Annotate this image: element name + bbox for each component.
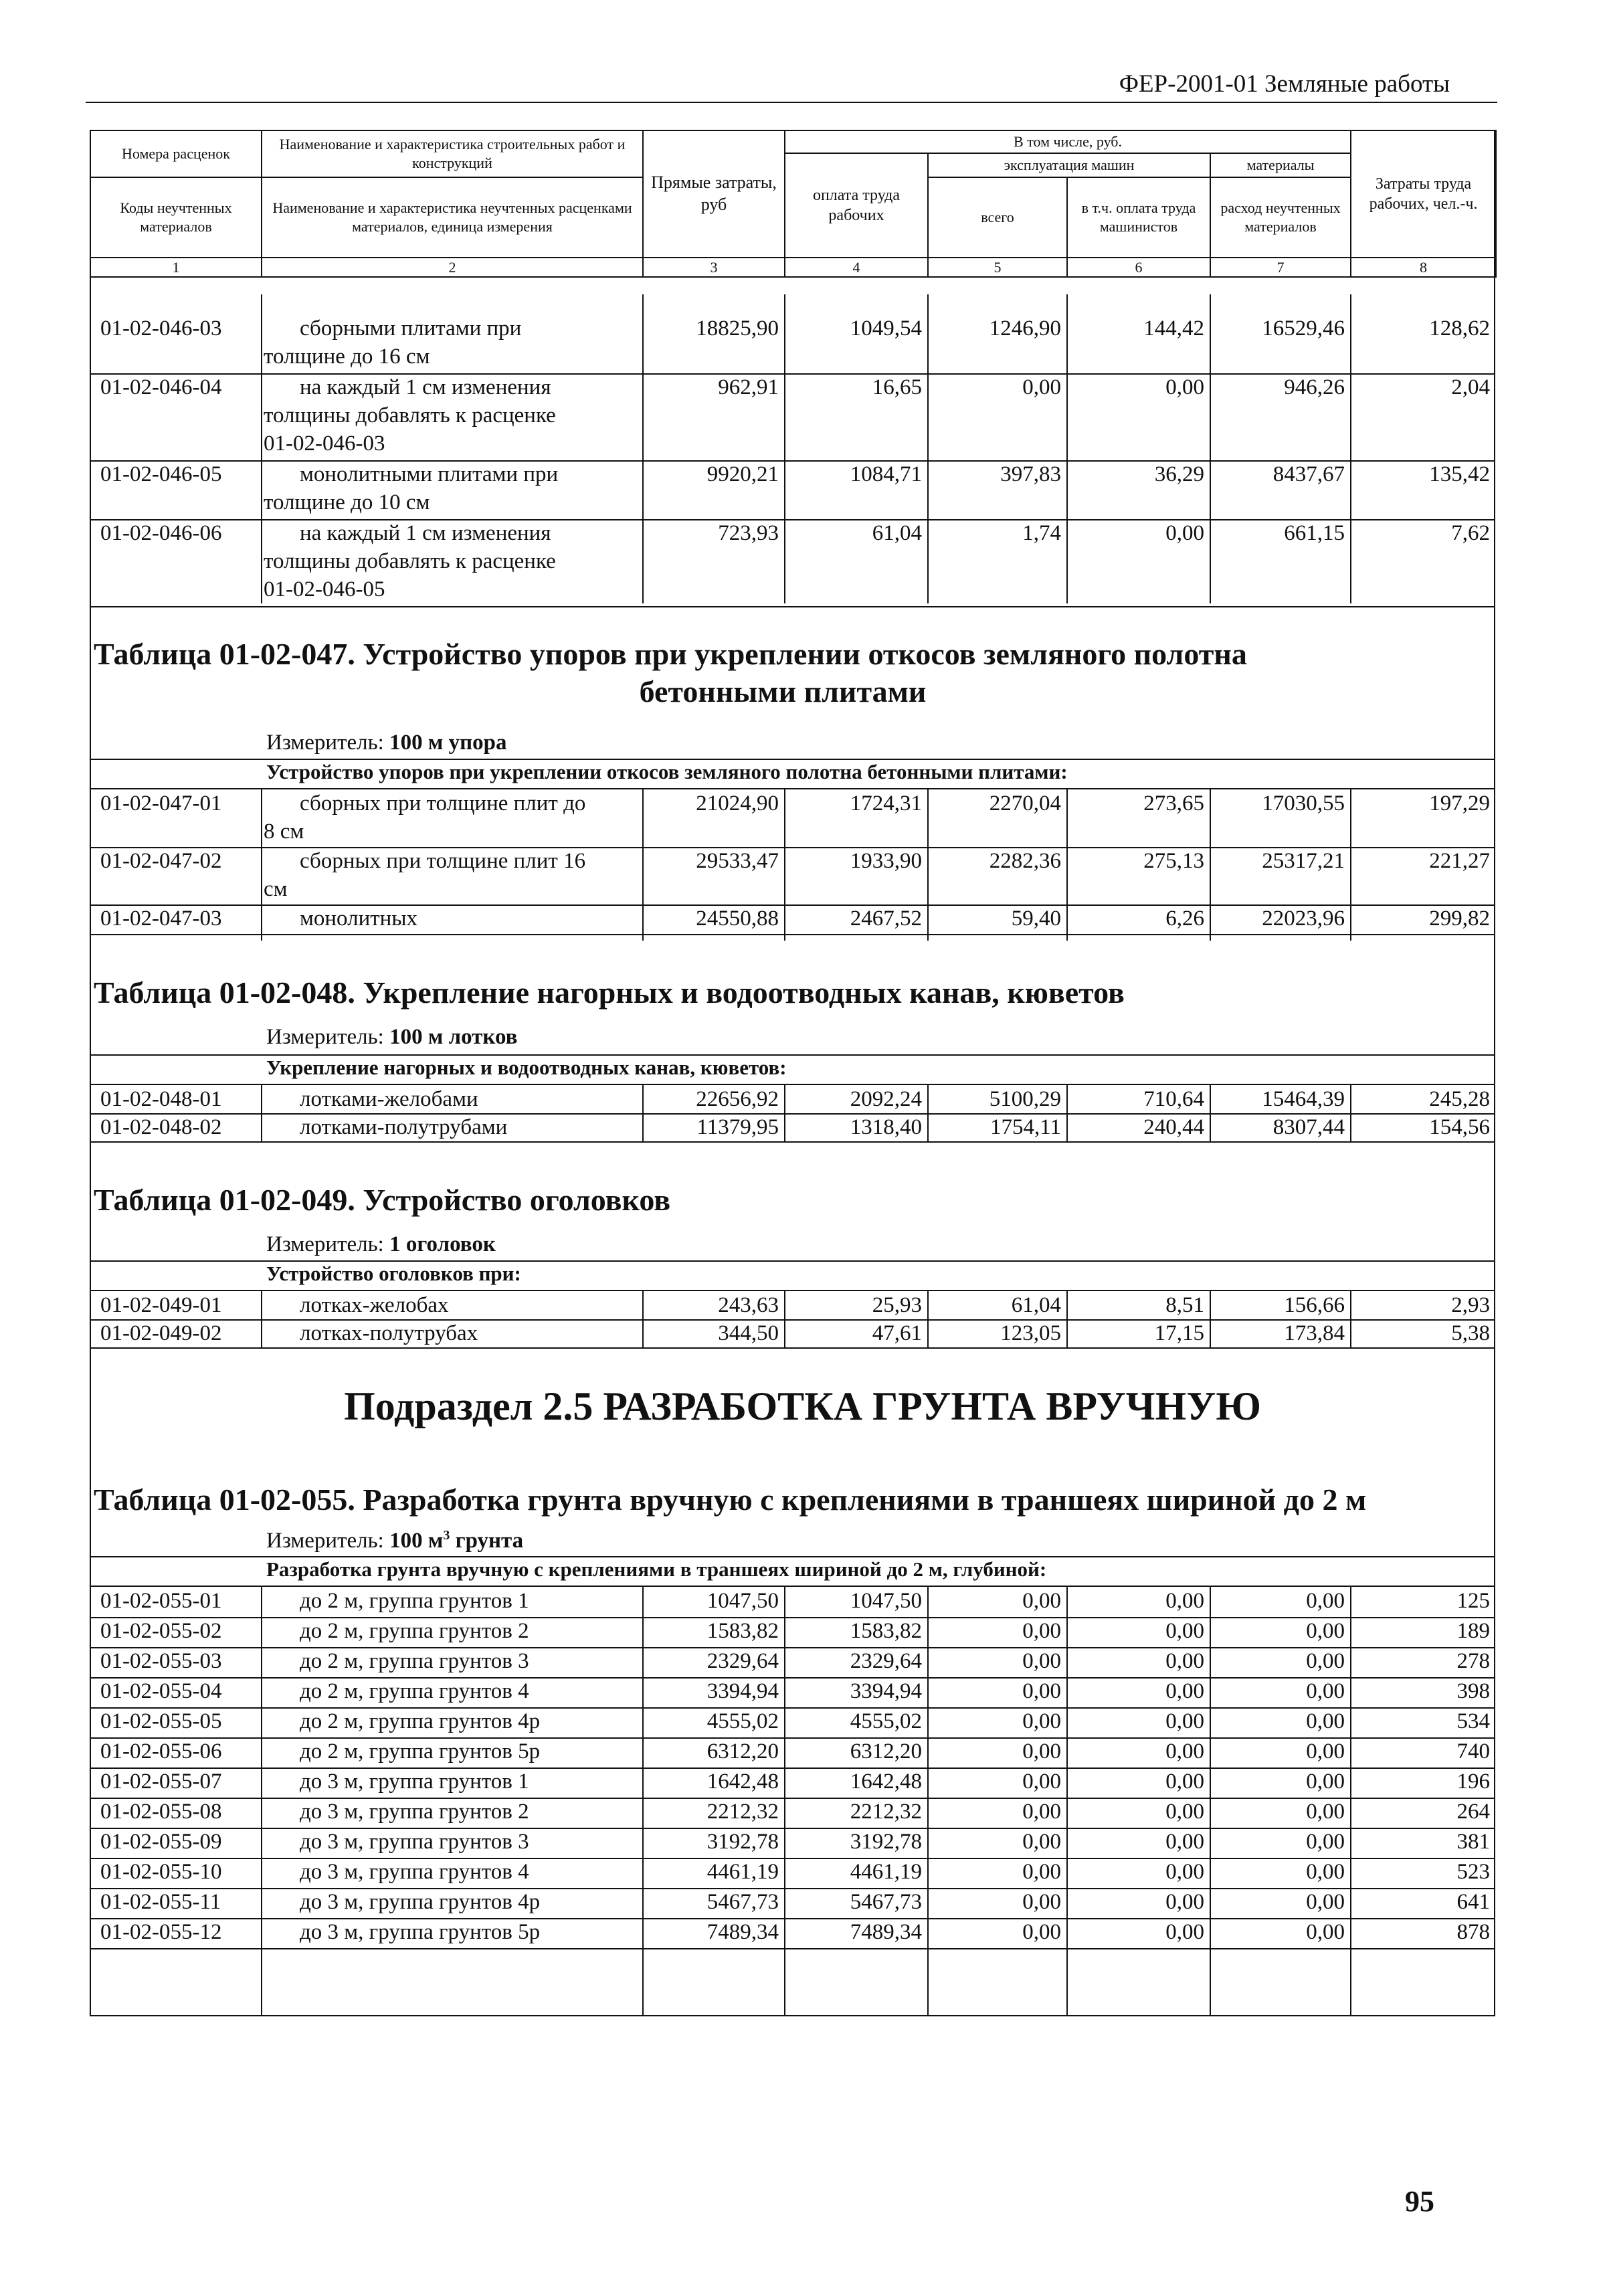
cost-value: 144,42 bbox=[1143, 316, 1204, 341]
cost-value: 4461,19 bbox=[850, 1860, 922, 1884]
column-divider bbox=[927, 788, 929, 941]
column-divider bbox=[1066, 1290, 1068, 1349]
rate-code: 01-02-048-02 bbox=[100, 1115, 222, 1139]
cost-value: 0,00 bbox=[1022, 1679, 1061, 1703]
cost-value: 723,93 bbox=[718, 521, 779, 545]
column-divider bbox=[642, 788, 644, 941]
cost-value: 278 bbox=[1456, 1649, 1490, 1673]
rate-code: 01-02-055-08 bbox=[100, 1800, 222, 1824]
column-divider bbox=[1210, 1290, 1211, 1349]
cost-value: 17,15 bbox=[1154, 1321, 1204, 1345]
cost-value: 22656,92 bbox=[696, 1087, 779, 1111]
column-divider bbox=[261, 788, 262, 941]
work-description: до 2 м, группа грунтов 3 bbox=[300, 1649, 529, 1673]
running-head: ФЕР-2001-01 Земляные работы bbox=[1119, 70, 1450, 98]
cost-value: 59,40 bbox=[1011, 906, 1061, 931]
rate-code: 01-02-055-01 bbox=[100, 1589, 222, 1613]
cost-value: 25,93 bbox=[872, 1293, 922, 1317]
rate-code: 01-02-055-12 bbox=[100, 1920, 222, 1944]
rate-code: 01-02-055-04 bbox=[100, 1679, 222, 1703]
cost-value: 4461,19 bbox=[706, 1860, 779, 1884]
work-description: лотками-полутрубами bbox=[300, 1115, 508, 1139]
cost-value: 8307,44 bbox=[1272, 1115, 1345, 1139]
column-divider bbox=[1350, 788, 1351, 941]
rate-code: 01-02-055-02 bbox=[100, 1619, 222, 1643]
work-description: толщины добавлять к расценке bbox=[264, 549, 556, 573]
table-title-line: бетонными плитами bbox=[639, 674, 927, 708]
cost-value: 36,29 bbox=[1154, 462, 1204, 486]
column-numbers-row bbox=[90, 258, 1496, 278]
cost-value: 1642,48 bbox=[850, 1769, 922, 1794]
column-divider bbox=[1350, 1290, 1351, 1349]
header-including: В том числе, руб. bbox=[785, 130, 1351, 153]
table-title: Таблица 01-02-048. Укрепление нагорных и водоотводных канав, кюветов bbox=[94, 975, 1125, 1010]
rate-code: 01-02-048-01 bbox=[100, 1087, 222, 1111]
cost-value: 0,00 bbox=[1306, 1830, 1345, 1854]
cost-value: 0,00 bbox=[1306, 1920, 1345, 1944]
column-divider bbox=[784, 788, 785, 941]
cost-value: 273,65 bbox=[1143, 791, 1204, 816]
cost-value: 8437,67 bbox=[1272, 462, 1345, 486]
row-rule bbox=[90, 934, 1495, 935]
cost-value: 0,00 bbox=[1022, 1800, 1061, 1824]
header-machinist-wage: в т.ч. оплата труда машинистов bbox=[1067, 177, 1210, 258]
cost-value: 0,00 bbox=[1165, 1709, 1204, 1733]
cost-value: 878 bbox=[1456, 1920, 1490, 1944]
cost-value: 7489,34 bbox=[850, 1920, 922, 1944]
cost-value: 299,82 bbox=[1429, 906, 1490, 931]
column-divider bbox=[927, 1084, 929, 1143]
cost-value: 2212,32 bbox=[850, 1800, 922, 1824]
work-description: до 3 м, группа грунтов 5р bbox=[300, 1920, 541, 1944]
header-name-bottom: Наименование и характеристика неучтенных расценками материалов, единица измерения bbox=[262, 177, 643, 258]
column-divider bbox=[1066, 1586, 1068, 2015]
cost-value: 7,62 bbox=[1451, 521, 1490, 545]
cost-value: 264 bbox=[1456, 1800, 1490, 1824]
measure-unit: Измеритель: 100 м упора bbox=[266, 731, 507, 755]
cost-value: 1583,82 bbox=[706, 1619, 779, 1643]
cost-value: 0,00 bbox=[1306, 1769, 1345, 1794]
work-description: до 2 м, группа грунтов 4р bbox=[300, 1709, 541, 1733]
rate-code: 01-02-055-10 bbox=[100, 1860, 222, 1884]
work-description: до 3 м, группа грунтов 2 bbox=[300, 1800, 529, 1824]
column-divider bbox=[1350, 1084, 1351, 1143]
group-heading: Разработка грунта вручную с креплениями в траншеях шириной до 2 м, глубиной: bbox=[266, 1557, 1047, 1581]
work-description: монолитных bbox=[300, 906, 417, 931]
cost-value: 1318,40 bbox=[850, 1115, 922, 1139]
cost-value: 0,00 bbox=[1022, 1890, 1061, 1914]
column-divider bbox=[927, 1586, 929, 2015]
column-divider bbox=[642, 1084, 644, 1143]
work-description: до 2 м, группа грунтов 4 bbox=[300, 1679, 529, 1703]
cost-value: 0,00 bbox=[1165, 1860, 1204, 1884]
rate-code: 01-02-055-11 bbox=[100, 1890, 221, 1914]
cost-value: 18825,90 bbox=[696, 316, 779, 341]
cost-value: 381 bbox=[1456, 1830, 1490, 1854]
cost-value: 6312,20 bbox=[850, 1739, 922, 1763]
cost-value: 344,50 bbox=[718, 1321, 779, 1345]
cost-value: 1642,48 bbox=[706, 1769, 779, 1794]
cost-value: 398 bbox=[1456, 1679, 1490, 1703]
cost-value: 156,66 bbox=[1284, 1293, 1345, 1317]
cost-value: 661,15 bbox=[1284, 521, 1345, 545]
work-description: до 2 м, группа грунтов 5р bbox=[300, 1739, 541, 1763]
rate-code: 01-02-055-07 bbox=[100, 1769, 222, 1794]
column-divider bbox=[927, 1290, 929, 1349]
cost-value: 0,00 bbox=[1165, 375, 1204, 399]
cost-value: 5467,73 bbox=[850, 1890, 922, 1914]
cost-value: 0,00 bbox=[1306, 1890, 1345, 1914]
header-labor: Затраты труда рабочих, чел.-ч. bbox=[1351, 130, 1496, 258]
cost-value: 128,62 bbox=[1429, 316, 1490, 341]
rate-code: 01-02-047-01 bbox=[100, 791, 222, 816]
cost-value: 0,00 bbox=[1165, 1739, 1204, 1763]
cost-value: 275,13 bbox=[1143, 849, 1204, 873]
cost-value: 15464,39 bbox=[1262, 1087, 1345, 1111]
column-divider bbox=[642, 294, 644, 603]
cost-value: 25317,21 bbox=[1262, 849, 1345, 873]
cost-value: 0,00 bbox=[1022, 1769, 1061, 1794]
work-description: до 2 м, группа грунтов 1 bbox=[300, 1589, 529, 1613]
cost-value: 0,00 bbox=[1165, 1800, 1204, 1824]
table-title bbox=[94, 636, 1472, 710]
cost-value: 2329,64 bbox=[706, 1649, 779, 1673]
measure-unit: Измеритель: 100 $м^3$ грунта bbox=[266, 1528, 524, 1553]
cost-value: 2467,52 bbox=[850, 906, 922, 931]
page-number: 95 bbox=[1405, 2185, 1434, 2218]
cost-value: 7489,34 bbox=[706, 1920, 779, 1944]
rate-code: 01-02-046-03 bbox=[100, 316, 222, 341]
cost-value: 2,93 bbox=[1451, 1293, 1490, 1317]
column-header bbox=[90, 130, 1497, 278]
cost-value: 173,84 bbox=[1284, 1321, 1345, 1345]
cost-value: 189 bbox=[1456, 1619, 1490, 1643]
cost-value: 154,56 bbox=[1429, 1115, 1490, 1139]
header-materials: материалы bbox=[1210, 153, 1351, 177]
row-rule bbox=[90, 1347, 1495, 1349]
cost-value: 5100,29 bbox=[989, 1087, 1061, 1111]
column-divider bbox=[784, 294, 785, 603]
header-machines-total: всего bbox=[928, 177, 1067, 258]
cost-value: 5467,73 bbox=[706, 1890, 779, 1914]
cost-value: 2,04 bbox=[1451, 375, 1490, 399]
cost-value: 2092,24 bbox=[850, 1087, 922, 1111]
work-description: сборных при толщине плит до bbox=[300, 791, 586, 816]
col-number: 5 bbox=[928, 258, 1067, 278]
cost-value: 2282,36 bbox=[989, 849, 1061, 873]
cost-value: 2212,32 bbox=[706, 1800, 779, 1824]
column-divider bbox=[1066, 1084, 1068, 1143]
cost-value: 196 bbox=[1456, 1769, 1490, 1794]
cost-value: 1047,50 bbox=[850, 1589, 922, 1613]
rate-code: 01-02-046-06 bbox=[100, 521, 222, 545]
group-heading: Укрепление нагорных и водоотводных канав, кюветов: bbox=[266, 1056, 787, 1079]
col-number: 2 bbox=[262, 258, 643, 278]
work-description: 8 см bbox=[264, 820, 304, 844]
column-divider bbox=[1210, 788, 1211, 941]
cost-value: 1724,31 bbox=[850, 791, 922, 816]
cost-value: 0,00 bbox=[1022, 1709, 1061, 1733]
work-description: до 3 м, группа грунтов 4 bbox=[300, 1860, 529, 1884]
column-divider bbox=[261, 294, 262, 603]
cost-value: 243,63 bbox=[718, 1293, 779, 1317]
cost-value: 9920,21 bbox=[706, 462, 779, 486]
col-number: 1 bbox=[90, 258, 262, 278]
cost-value: 1246,90 bbox=[989, 316, 1061, 341]
work-description: лотками-желобами bbox=[300, 1087, 478, 1111]
rate-code: 01-02-055-03 bbox=[100, 1649, 222, 1673]
cost-value: 245,28 bbox=[1429, 1087, 1490, 1111]
group-heading: Устройство оголовков при: bbox=[266, 1262, 521, 1285]
cost-value: 0,00 bbox=[1165, 521, 1204, 545]
header-direct-costs: Прямые затраты, руб bbox=[643, 130, 785, 258]
header-codes-top: Номера расценок bbox=[90, 130, 262, 177]
cost-value: 0,00 bbox=[1306, 1679, 1345, 1703]
col-number: 6 bbox=[1067, 258, 1210, 278]
cost-value: 1049,54 bbox=[850, 316, 922, 341]
cost-value: 0,00 bbox=[1165, 1830, 1204, 1854]
cost-value: 135,42 bbox=[1429, 462, 1490, 486]
work-description: на каждый 1 см изменения bbox=[300, 375, 551, 399]
cost-value: 0,00 bbox=[1022, 1589, 1061, 1613]
column-divider bbox=[642, 1290, 644, 1349]
cost-value: 21024,90 bbox=[696, 791, 779, 816]
measure-unit: Измеритель: 100 м лотков bbox=[266, 1025, 518, 1049]
cost-value: 3394,94 bbox=[706, 1679, 779, 1703]
header-materials-usage: расход неучтенных материалов bbox=[1210, 177, 1351, 258]
column-divider bbox=[1066, 788, 1068, 941]
work-description: до 3 м, группа грунтов 3 bbox=[300, 1830, 529, 1854]
table-title: Таблица 01-02-049. Устройство оголовков bbox=[94, 1183, 671, 1217]
cost-value: 0,00 bbox=[1165, 1649, 1204, 1673]
cost-value: 0,00 bbox=[1165, 1890, 1204, 1914]
cost-value: 0,00 bbox=[1022, 1619, 1061, 1643]
column-divider bbox=[261, 1586, 262, 2015]
col-number: 3 bbox=[643, 258, 785, 278]
cost-value: 0,00 bbox=[1022, 1860, 1061, 1884]
cost-value: 3394,94 bbox=[850, 1679, 922, 1703]
cost-value: 1583,82 bbox=[850, 1619, 922, 1643]
cost-value: 4555,02 bbox=[850, 1709, 922, 1733]
cost-value: 4555,02 bbox=[706, 1709, 779, 1733]
work-description: сборными плитами при bbox=[300, 316, 522, 341]
group-heading: Устройство упоров при укреплении откосов земляного полотна бетонными плитами: bbox=[266, 760, 1068, 783]
work-description: лотках-желобах bbox=[300, 1293, 449, 1317]
row-rule bbox=[90, 1141, 1495, 1143]
rate-code: 01-02-046-04 bbox=[100, 375, 222, 399]
cost-value: 0,00 bbox=[1306, 1800, 1345, 1824]
table-title-line: Таблица 01-02-047. Устройство упоров при укреплении откосов земляного полотна bbox=[94, 637, 1247, 671]
rate-code: 01-02-049-02 bbox=[100, 1321, 222, 1345]
cost-value: 740 bbox=[1456, 1739, 1490, 1763]
work-description: 01-02-046-03 bbox=[264, 432, 385, 456]
cost-value: 962,91 bbox=[718, 375, 779, 399]
cost-value: 534 bbox=[1456, 1709, 1490, 1733]
cost-value: 47,61 bbox=[872, 1321, 922, 1345]
col-number: 8 bbox=[1351, 258, 1496, 278]
cost-value: 0,00 bbox=[1022, 375, 1061, 399]
column-divider bbox=[1210, 1084, 1211, 1143]
cost-value: 123,05 bbox=[1000, 1321, 1061, 1345]
cost-value: 0,00 bbox=[1165, 1679, 1204, 1703]
col-number: 7 bbox=[1210, 258, 1351, 278]
cost-value: 0,00 bbox=[1022, 1830, 1061, 1854]
column-divider bbox=[1350, 294, 1351, 603]
cost-value: 0,00 bbox=[1306, 1860, 1345, 1884]
rate-code: 01-02-055-05 bbox=[100, 1709, 222, 1733]
cost-value: 61,04 bbox=[1011, 1293, 1061, 1317]
rate-code: 01-02-047-03 bbox=[100, 906, 222, 931]
table-title: Таблица 01-02-055. Разработка грунта вручную с креплениями в траншеях шириной до 2 м bbox=[94, 1482, 1367, 1517]
header-machines: эксплуатация машин bbox=[928, 153, 1210, 177]
cost-value: 0,00 bbox=[1022, 1920, 1061, 1944]
cost-value: 0,00 bbox=[1306, 1709, 1345, 1733]
subsection-heading: Подраздел 2.5 РАЗРАБОТКА ГРУНТА ВРУЧНУЮ bbox=[344, 1384, 1261, 1428]
cost-value: 0,00 bbox=[1306, 1619, 1345, 1643]
column-divider bbox=[784, 1586, 785, 2015]
cost-value: 221,27 bbox=[1429, 849, 1490, 873]
work-description: на каждый 1 см изменения bbox=[300, 521, 551, 545]
column-divider bbox=[784, 1290, 785, 1349]
column-divider bbox=[1350, 1586, 1351, 2015]
work-description: лотках-полутрубах bbox=[300, 1321, 478, 1345]
cost-value: 61,04 bbox=[872, 521, 922, 545]
cost-value: 17030,55 bbox=[1262, 791, 1345, 816]
work-description: монолитными плитами при bbox=[300, 462, 559, 486]
rate-code: 01-02-055-09 bbox=[100, 1830, 222, 1854]
cost-value: 5,38 bbox=[1451, 1321, 1490, 1345]
cost-value: 0,00 bbox=[1165, 1769, 1204, 1794]
cost-value: 1047,50 bbox=[706, 1589, 779, 1613]
row-rule bbox=[90, 606, 1495, 607]
cost-value: 523 bbox=[1456, 1860, 1490, 1884]
cost-value: 2329,64 bbox=[850, 1649, 922, 1673]
cost-value: 0,00 bbox=[1306, 1739, 1345, 1763]
rate-code: 01-02-049-01 bbox=[100, 1293, 222, 1317]
cost-value: 1,74 bbox=[1022, 521, 1061, 545]
row-rule bbox=[90, 1948, 1495, 1949]
cost-value: 946,26 bbox=[1284, 375, 1345, 399]
work-description: до 3 м, группа грунтов 1 bbox=[300, 1769, 529, 1794]
measure-unit: Измеритель: 1 оголовок bbox=[266, 1232, 496, 1256]
cost-value: 8,51 bbox=[1165, 1293, 1204, 1317]
cost-value: 641 bbox=[1456, 1890, 1490, 1914]
cost-value: 240,44 bbox=[1143, 1115, 1204, 1139]
column-divider bbox=[261, 1084, 262, 1143]
cost-value: 197,29 bbox=[1429, 791, 1490, 816]
rate-code: 01-02-047-02 bbox=[100, 849, 222, 873]
cost-value: 1933,90 bbox=[850, 849, 922, 873]
work-description: 01-02-046-05 bbox=[264, 577, 385, 601]
work-description: толщины добавлять к расценке bbox=[264, 403, 556, 427]
column-divider bbox=[1210, 1586, 1211, 2015]
column-divider bbox=[1066, 294, 1068, 603]
header-codes-bottom: Коды неучтенных материалов bbox=[90, 177, 262, 258]
work-description: сборных при толщине плит 16 bbox=[300, 849, 586, 873]
cost-value: 125 bbox=[1456, 1589, 1490, 1613]
column-divider bbox=[1210, 294, 1211, 603]
cost-value: 29533,47 bbox=[696, 849, 779, 873]
cost-value: 11379,95 bbox=[696, 1115, 779, 1139]
cost-value: 0,00 bbox=[1306, 1589, 1345, 1613]
rate-code: 01-02-046-05 bbox=[100, 462, 222, 486]
work-description: до 2 м, группа грунтов 2 bbox=[300, 1619, 529, 1643]
running-head-rule bbox=[86, 102, 1497, 103]
column-divider bbox=[927, 294, 929, 603]
cost-value: 6,26 bbox=[1165, 906, 1204, 931]
work-description: см bbox=[264, 877, 288, 901]
cost-value: 3192,78 bbox=[706, 1830, 779, 1854]
work-description: толщине до 16 см bbox=[264, 345, 430, 369]
cost-value: 1084,71 bbox=[850, 462, 922, 486]
cost-value: 0,00 bbox=[1165, 1589, 1204, 1613]
cost-value: 24550,88 bbox=[696, 906, 779, 931]
column-divider bbox=[642, 1586, 644, 2015]
cost-value: 0,00 bbox=[1022, 1739, 1061, 1763]
cost-value: 16529,46 bbox=[1262, 316, 1345, 341]
col-number: 4 bbox=[785, 258, 928, 278]
work-description: до 3 м, группа грунтов 4р bbox=[300, 1890, 541, 1914]
cost-value: 16,65 bbox=[872, 375, 922, 399]
work-description: толщине до 10 см bbox=[264, 490, 430, 514]
cost-value: 397,83 bbox=[1000, 462, 1061, 486]
cost-value: 0,00 bbox=[1022, 1649, 1061, 1673]
cost-value: 3192,78 bbox=[850, 1830, 922, 1854]
cost-value: 0,00 bbox=[1306, 1649, 1345, 1673]
cost-value: 2270,04 bbox=[989, 791, 1061, 816]
header-wage: оплата труда рабочих bbox=[785, 153, 928, 258]
cost-value: 6312,20 bbox=[706, 1739, 779, 1763]
rate-code: 01-02-055-06 bbox=[100, 1739, 222, 1763]
cost-value: 0,00 bbox=[1165, 1920, 1204, 1944]
cost-value: 22023,96 bbox=[1262, 906, 1345, 931]
column-divider bbox=[261, 1290, 262, 1349]
header-name-top: Наименование и характеристика строительных работ и конструкций bbox=[262, 130, 643, 177]
cost-value: 0,00 bbox=[1165, 1619, 1204, 1643]
column-divider bbox=[784, 1084, 785, 1143]
cost-value: 710,64 bbox=[1143, 1087, 1204, 1111]
cost-value: 1754,11 bbox=[989, 1115, 1061, 1139]
